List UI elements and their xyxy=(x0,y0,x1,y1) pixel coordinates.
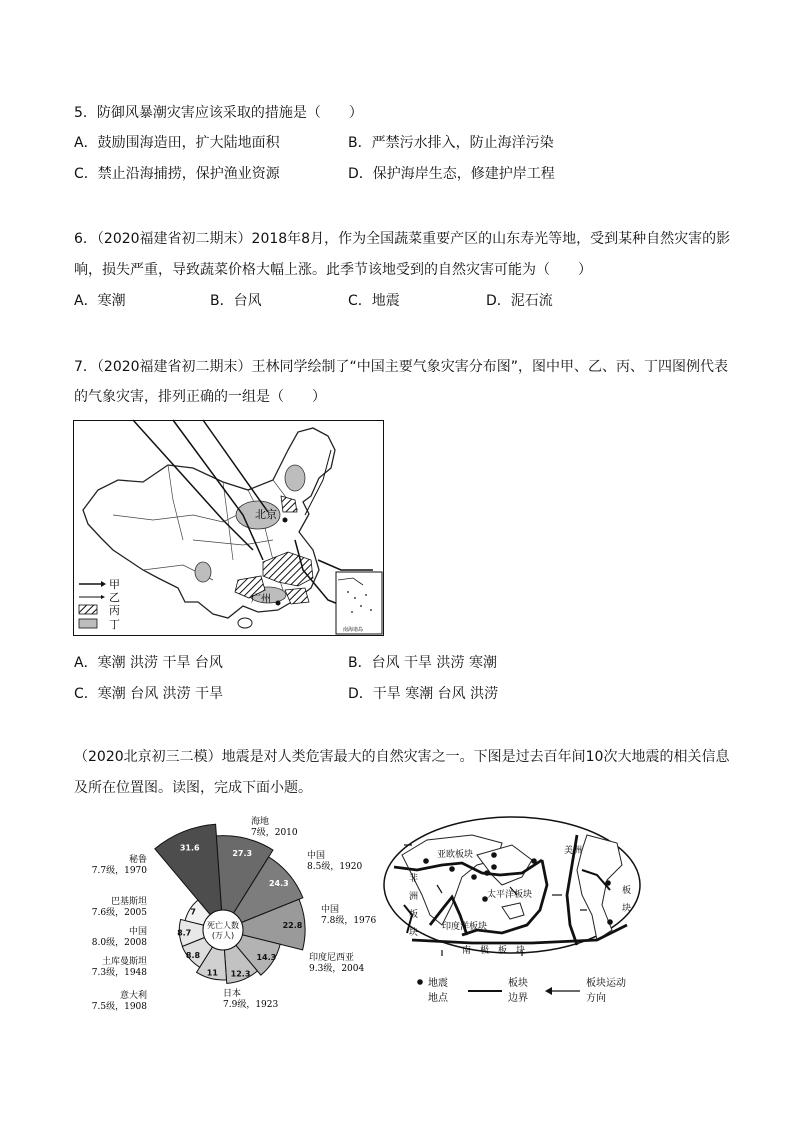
plate-label-east-1: 板 xyxy=(622,886,632,896)
q8-stem-line2: 及所在位置图。读图，完成下面小题。 xyxy=(74,780,312,796)
legend-jia: 甲 xyxy=(109,578,120,591)
q7-option-d: D．干旱 寒潮 台风 洪涝 xyxy=(348,686,499,702)
q8-stem-line1: （2020北京初三二模）地震是对人类危害最大的自然灾害之一。下图是过去百年间10次大地震的相关信息 xyxy=(74,749,730,765)
slice-place-4: 日本 xyxy=(223,989,242,999)
world-plate-map xyxy=(382,815,647,1010)
slice-place-9: 秘鲁 xyxy=(128,855,147,865)
slice-place-2: 中国 xyxy=(321,905,340,915)
plate-label-pacific: 太平洋板块 xyxy=(487,890,533,900)
slice-0 xyxy=(155,824,222,917)
wm-legend-quake-2: 地点 xyxy=(428,993,448,1004)
slice-value-5: 12.3 xyxy=(230,969,251,979)
q5-stem: 5．防御风暴潮灾害应该采取的措施是（ ） xyxy=(74,105,363,121)
plate-label-africa-3: 板 xyxy=(409,910,419,920)
q5-option-c: C．禁止沿海捕捞，保护渔业资源 xyxy=(74,166,280,182)
slice-value-4: 14.3 xyxy=(256,953,277,963)
q6-option-b: B．台风 xyxy=(210,293,262,309)
slice-value-0: 31.6 xyxy=(179,843,200,853)
slice-mag-0: 7级，2010 xyxy=(251,828,298,838)
slice-value-8: 8.7 xyxy=(177,928,192,938)
wm-legend-boundary-1: 板块 xyxy=(508,978,528,989)
slice-mag-9: 7.7级，1970 xyxy=(91,866,147,876)
plate-label-eurasian: 亚欧板块 xyxy=(437,850,474,860)
plate-label-east-2: 块 xyxy=(622,904,632,914)
map-city-beijing: 北京 xyxy=(255,508,277,521)
slice-value-7: 8.8 xyxy=(185,951,201,961)
plate-label-africa-2: 洲 xyxy=(409,892,419,902)
slice-place-3: 印度尼西亚 xyxy=(309,953,355,963)
wm-legend-quake-1: 地震 xyxy=(428,978,448,989)
slice-value-9: 7 xyxy=(190,907,196,917)
q7-option-b: B．台风 干旱 洪涝 寒潮 xyxy=(348,655,497,671)
slice-value-2: 24.3 xyxy=(268,879,289,889)
q5-option-d: D．保护海岸生态，修建护岸工程 xyxy=(348,166,555,182)
earthquake-deaths-chart xyxy=(91,810,377,1015)
plate-label-antarctic: 南 极 板 块 xyxy=(462,946,526,956)
slice-value-6: 11 xyxy=(206,968,218,978)
slice-value-3: 22.8 xyxy=(282,921,303,931)
q7-option-c: C．寒潮 台风 洪涝 干旱 xyxy=(74,686,224,702)
slice-place-6: 土库曼斯坦 xyxy=(101,957,147,967)
q6-stem-line2: 响，损失严重，导致蔬菜价格大幅上涨。此季节该地受到的自然灾害可能为（ ） xyxy=(74,262,592,278)
q7-stem-line2: 的气象灾害，排列正确的一组是（ ） xyxy=(74,389,326,405)
slice-place-8: 巴基斯坦 xyxy=(110,897,147,907)
slice-mag-1: 8.5级，1920 xyxy=(307,862,363,872)
map-city-guangzhou: 广州 xyxy=(251,594,271,605)
slice-value-1: 27.3 xyxy=(232,848,253,858)
legend-bing: 丙 xyxy=(109,604,120,617)
plate-label-africa-4: 块 xyxy=(409,928,419,938)
slice-mag-3: 9.3级，2004 xyxy=(309,964,365,974)
slice-mag-5: 7.5级，1908 xyxy=(91,1002,147,1012)
q5-option-a: A．鼓励围海造田，扩大陆地面积 xyxy=(74,135,280,151)
slice-place-5: 意大利 xyxy=(119,991,147,1001)
slice-place-0: 海地 xyxy=(251,817,270,827)
slice-mag-4: 7.9级，1923 xyxy=(223,1000,279,1010)
wm-legend-motion-1: 板块运动 xyxy=(586,978,626,989)
plate-label-indian: 印度洋板块 xyxy=(442,922,488,932)
chart-center xyxy=(203,910,243,950)
plate-label-africa-1: 非 xyxy=(409,874,419,884)
q6-option-a: A．寒潮 xyxy=(74,293,126,309)
china-disaster-map xyxy=(73,420,384,636)
q7-option-a: A．寒潮 洪涝 干旱 台风 xyxy=(74,655,223,671)
q5-option-b: B．严禁污水排入，防止海洋污染 xyxy=(348,135,554,151)
slice-mag-6: 7.3级，1948 xyxy=(91,968,147,978)
wm-legend-boundary-2: 边界 xyxy=(508,993,528,1004)
q7-stem-line1: 7．（2020福建省初二期末）王林同学绘制了“中国主要气象灾害分布图”，图中甲、乙、丙、丁四图例代表 xyxy=(74,359,729,375)
slice-mag-2: 7.8级，1976 xyxy=(321,916,377,926)
q6-stem-line1: 6．（2020福建省初二期末）2018年8月，作为全国蔬菜重要产区的山东寿光等地，受到某种自然灾害的影 xyxy=(74,231,731,247)
slice-mag-7: 8.0级，2008 xyxy=(91,938,147,948)
slice-place-7: 中国 xyxy=(128,927,147,937)
map-inset-label: 南海诸岛 xyxy=(343,627,364,633)
legend-yi: 乙 xyxy=(109,591,120,604)
wm-legend-motion-2: 方向 xyxy=(586,993,606,1004)
q6-option-d: D．泥石流 xyxy=(486,293,553,309)
plate-label-america: 美洲 xyxy=(564,846,583,856)
legend-ding: 丁 xyxy=(109,618,120,631)
chart-center-label-1: (万人) xyxy=(211,931,235,940)
slice-place-1: 中国 xyxy=(307,851,326,861)
chart-center-label-0: 死亡人数 xyxy=(207,921,239,930)
slice-mag-8: 7.6级，2005 xyxy=(91,908,147,918)
q6-option-c: C．地震 xyxy=(348,293,400,309)
